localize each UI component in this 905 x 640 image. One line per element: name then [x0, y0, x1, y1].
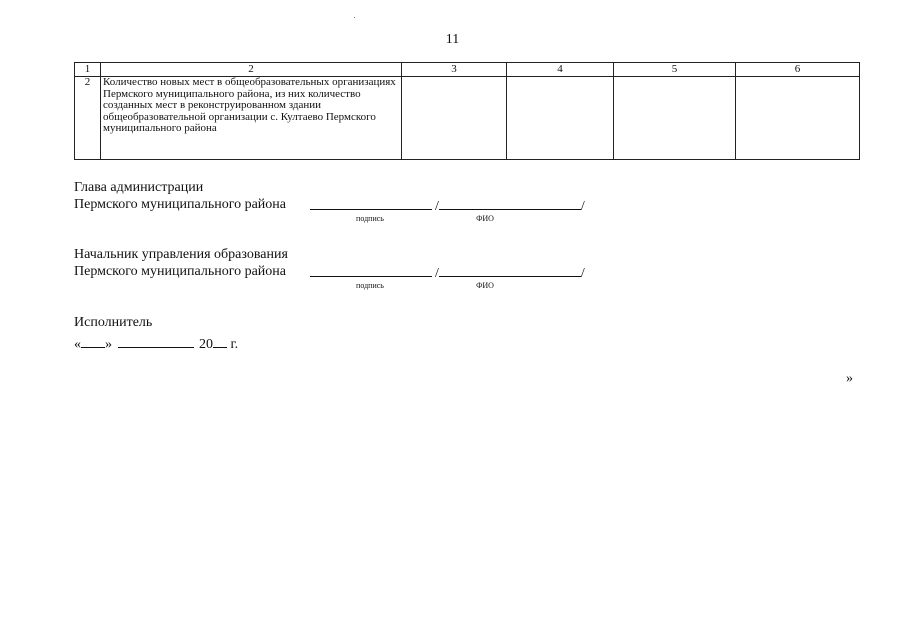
month-blank[interactable] — [118, 334, 194, 348]
value-cell — [507, 77, 614, 160]
page-number: 11 — [445, 32, 460, 47]
executor-label: Исполнитель — [74, 315, 153, 330]
date-open-quote: « — [74, 337, 81, 352]
column-header: 3 — [402, 63, 507, 77]
closing-quote: » — [846, 371, 853, 386]
year-prefix: 20 — [199, 337, 213, 352]
year-suffix: г. — [230, 337, 239, 352]
signature-blank[interactable] — [310, 196, 432, 210]
signer-title-line1: Глава администрации — [74, 180, 204, 195]
name-caption: ФИО — [476, 214, 494, 223]
column-header: 6 — [736, 63, 860, 77]
report-table — [74, 62, 860, 160]
row-number-cell: 2 — [75, 77, 101, 160]
executor-date-line — [74, 334, 238, 353]
signature-block-education — [74, 246, 288, 280]
name-blank[interactable] — [439, 196, 581, 210]
value-cell — [736, 77, 860, 160]
name-blank[interactable] — [439, 263, 581, 277]
slash-separator: / — [435, 199, 439, 214]
day-blank[interactable] — [81, 334, 105, 348]
table-row — [75, 77, 860, 160]
signature-fields-education — [310, 263, 585, 282]
table-header-row — [75, 63, 860, 77]
signature-caption: подпись — [356, 214, 384, 223]
signature-caption: подпись — [356, 281, 384, 290]
signature-block-head — [74, 179, 286, 213]
column-header: 4 — [507, 63, 614, 77]
slash-separator: / — [580, 199, 585, 214]
column-header: 1 — [75, 63, 101, 77]
value-cell — [402, 77, 507, 160]
name-caption: ФИО — [476, 281, 494, 290]
year-blank[interactable] — [213, 334, 227, 348]
column-header: 5 — [614, 63, 736, 77]
scan-speck — [354, 17, 355, 18]
slash-separator: / — [580, 266, 585, 281]
signature-blank[interactable] — [310, 263, 432, 277]
date-close-quote: » — [105, 337, 112, 352]
row-description-cell: Количество новых мест в общеобразовательных организациях Пермского муниципального района, из них количество созданных мест в реконструированном здании общеобразовательной организации с. Култаево Пермского муниципального района — [101, 77, 402, 160]
column-header: 2 — [101, 63, 402, 77]
signer-title-line2: Пермского муниципального района — [74, 197, 286, 212]
value-cell — [614, 77, 736, 160]
signature-fields-head — [310, 196, 585, 215]
signer-title-line2: Пермского муниципального района — [74, 264, 286, 279]
slash-separator: / — [435, 266, 439, 281]
signer-title-line1: Начальник управления образования — [74, 247, 288, 262]
